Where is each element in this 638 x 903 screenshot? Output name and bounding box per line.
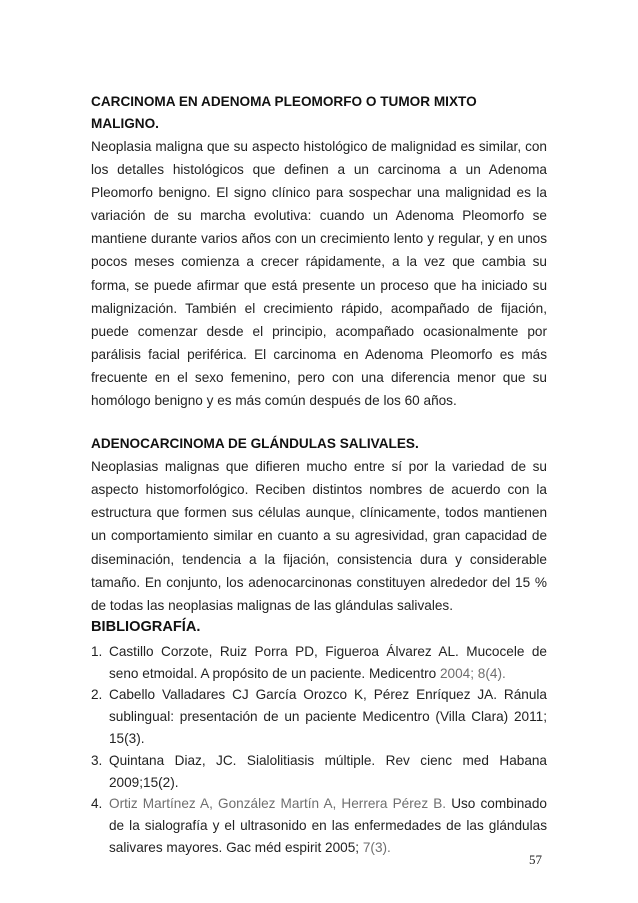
bibliography-number: 1. bbox=[91, 643, 103, 659]
page-content bbox=[91, 91, 547, 859]
bibliography-text: Cabello Valladares CJ García Orozco K, Pérez Enríquez JA. Ránula sublingual: presentación de un paciente Medicentro (Villa Clara) 2011; 15(3). bbox=[109, 687, 547, 746]
section-body-carcinoma: Neoplasia maligna que su aspecto histológico de malignidad es similar, con los detalles histológicos que definen a un carcinoma a un Adenoma Pleomorfo benigno. El signo clínico para sospechar una malignidad es la variación de su marcha evolutiva: cuando un Adenoma Pleomorfo se mantiene durante varios años con un crecimiento lento y regular, y en unos pocos meses comienza a crecer rápidamente, a la vez que cambia su forma, se puede afirmar que está presente un proceso que ha iniciado su malignización. También el crecimiento rápido, acompañado de fijación, puede comenzar desde el principio, acompañado ocasionalmente por parálisis facial periférica. El carcinoma en Adenoma Pleomorfo es más frecuente en el sexo femenino, pero con una diferencia menor que su homólogo benigno y es más común después de los 60 años. bbox=[91, 139, 547, 409]
bibliography-item-2 bbox=[91, 684, 547, 749]
bibliography-text: Uso combinado de la sialografía y el ultrasonido en las enfermedades de las glándulas salivares mayores. Gac méd espirit 2005; bbox=[109, 796, 547, 855]
bibliography-text: Quintana Diaz, JC. Sialolitiasis múltiple. Rev cienc med Habana 2009;15(2). bbox=[109, 752, 547, 790]
bibliography-number: 2. bbox=[91, 687, 103, 703]
bibliography-text: Castillo Corzote, Ruiz Porra PD, Figueroa Álvarez AL. Mucocele de seno etmoidal. A propósito de un paciente. Medicentro bbox=[109, 643, 547, 681]
bibliography-item-3 bbox=[91, 750, 547, 794]
bibliography-item-4 bbox=[91, 793, 547, 858]
section-heading-carcinoma: CARCINOMA EN ADENOMA PLEOMORFO O TUMOR MIXTO MALIGNO. bbox=[91, 94, 477, 131]
bibliography-number: 4. bbox=[91, 796, 103, 812]
bibliography-citation-tail: 2004; 8(4). bbox=[440, 665, 506, 681]
bibliography-list bbox=[91, 641, 547, 859]
section-spacer bbox=[91, 412, 547, 433]
bibliography-number: 3. bbox=[91, 752, 103, 768]
bibliography-citation-tail: 7(3). bbox=[362, 839, 391, 855]
bibliography-authors: Ortiz Martínez A, González Martín A, Herrera Pérez B. bbox=[109, 796, 447, 812]
section-body-adenocarcinoma: Neoplasias malignas que difieren mucho entre sí por la variedad de su aspecto histomorfológico. Reciben distintos nombres de acuerdo con la estructura que formen sus células aunque, clínicamente, todos mantienen un comportamiento similar en cuanto a su agresividad, gran capacidad de diseminación, tendencia a la fijación, consistencia dura y considerable tamaño. En conjunto, los adenocarcinonas constituyen alrededor del 15 % de todas las neoplasias malignas de las glándulas salivales. bbox=[91, 459, 547, 613]
section-heading-adenocarcinoma: ADENOCARCINOMA DE GLÁNDULAS SALIVALES. bbox=[91, 436, 419, 452]
page-number: 57 bbox=[529, 852, 542, 867]
bibliography-item-1 bbox=[91, 641, 547, 685]
bibliography-heading: BIBLIOGRAFÍA. bbox=[91, 618, 201, 635]
